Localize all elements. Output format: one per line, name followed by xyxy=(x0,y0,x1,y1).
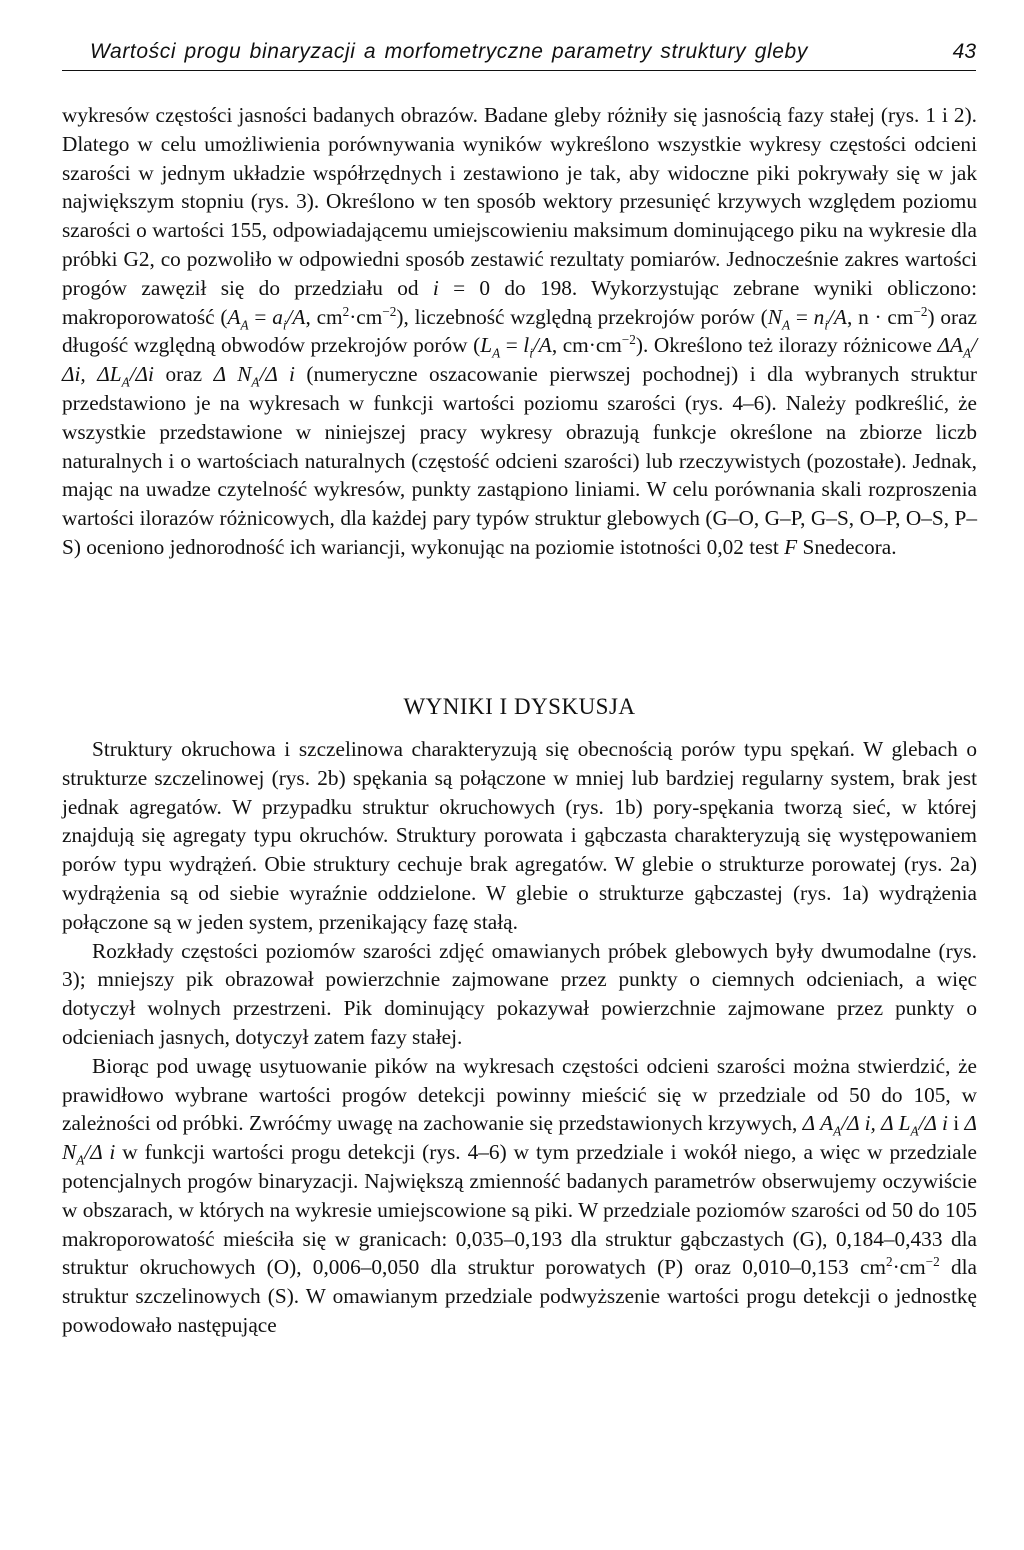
results-paragraph-1: Struktury okruchowa i szczelinowa charakteryzują się obecnością porów typu spękań. W glebach o strukturze szczelinowej (rys. 2b) spękania są połączone w mniej lub bardziej regularny system, brak jest jednak agregatów. W przypadku struktur okruchowych (rys. 1b) pory-spękania tworzą sieć, w której znajdują się agregaty typu okruchów. Struktury porowata i gąbczasta charakteryzują się występowaniem porów typu wydrążeń. Obie struktury cechuje brak agregatów. W glebie o strukturze porowatej (rys. 2a) wydrążenia są od siebie wyraźnie oddzielone. W glebie o strukturze gąbczastej (rys. 1a) wydrążenia połączone są w jeden system, przenikający fazę stałą. xyxy=(62,737,977,934)
intro-text: wykresów częstości jasności badanych obrazów. Badane gleby różniły się jasnością fazy stałej (rys. 1 i 2). Dlatego w celu umożliwienia porównywania wyników wykreślono wszystkie wykresy częstości odcieni szarości w jednym układzie współrzędnych i zestawiono je tak, aby widoczne piki pokrywały się w jak największym stopniu (rys. 3). Określono w ten sposób wektory przesunięć krzywych względem poziomu szarości o wartości 155, odpowiadającemu umiejscowieniu maksimum dominującego piku na wykresie dla próbki G2, co pozwoliło w odpowiedni sposób zestawić rezultaty pomiarów. Jednocześnie zakres wartości progów zawęził się do przedziału od i = 0 do 198. Wykorzystując zebrane wyniki obliczono: makroporowatość ($A_A = a_i/A$, $cm^2\cdot cm^{-2}$), liczebność względną przekrojów porów ($N_A = n_i/A$, $n \cdot cm^{-2}$) oraz długość względną obwodów przekrojów porów ($L_A = l_i/A$, $cm\cdot cm^{-2}$). Określono też ilorazy różnicowe $\Delta A_A/\Delta i$, $\Delta L_A/\Delta i$ oraz Δ $N_A/\Delta$ i (numeryczne oszacowanie pierwszej pochodnej) i dla wybranych struktur przedstawiono je na wykresach w funkcji wartości poziomu szarości (rys. 4–6). Należy podkreślić, że wszystkie przedstawione w niniejszej pracy wykresy obrazują funkcje określone na zbiorze liczb naturalnych i o wartościach naturalnych (częstość odcieni szarości) lub rzeczywistych (pozostałe). Jednak, mając na uwadze czytelność wykresów, punkty zastąpiono liniami. W celu porównania skali rozproszenia wartości ilorazów różnicowych, dla każdej pary typów struktur glebowych (G–O, G–P, G–S, O–P, O–S, P–S) oceniono jednorodność ich wariancji, wykonując na poziomie istotności 0,02 test F Snedecora. xyxy=(62,103,978,559)
results-paragraph-2: Rozkłady częstości poziomów szarości zdjęć omawianych próbek glebowych były dwumodalne (rys. 3); mniejszy pik obrazował powierzchnie zajmowane przez punkty o ciemnych odcieniach, a więc dotyczył wolnych przestrzeni. Pik dominujący pokazywał powierzchnie zajmowane przez punkty o odcieniach jasnych, dotyczył zatem fazy stałej. xyxy=(62,938,977,1049)
results-paragraph-3: Biorąc pod uwagę usytuowanie pików na wykresach częstości odcieni szarości można stwierdzić, że prawidłowo wybrane wartości progów detekcji powinny mieścić się w przedziale od 50 do 105, w zależności od próbki. Zwróćmy uwagę na zachowanie się przedstawionych krzywych, Δ $A_A/\Delta$ i, Δ $L_A/\Delta$ i i Δ $N_A/\Delta$ i w funkcji wartości progu detekcji (rys. 4–6) w tym przedziale i wokół niego, a więc w przedziale potencjalnych progów binaryzacji. Największą zmienność badanych parametrów obserwujemy oczywiście w obszarach, w których na wykresie umiejscowione są piki. W przedziale poziomów szarości od 50 do 105 makroporowatość mieściła się w granicach: 0,035–0,193 dla struktur gąbczastych (G), 0,184–0,433 dla struktur okruchowych (O), 0,006–0,050 dla struktur porowatych (P) oraz 0,010–0,153 $cm^2\cdot cm^{-2}$ dla struktur szczelinowych (S). W omawianym przedziale podwyższenie wartości progu detekcji o jednostkę powodowało następujące xyxy=(62,1053,977,1337)
page-number: 43 xyxy=(952,40,976,63)
section-heading: WYNIKI I DYSKUSJA xyxy=(403,694,636,719)
results-section xyxy=(62,735,977,1340)
running-head-title: Wartości progu binaryzacji a morfometryczne parametry struktury gleby xyxy=(90,40,808,63)
running-head xyxy=(62,40,976,71)
intro-paragraph xyxy=(62,101,977,562)
